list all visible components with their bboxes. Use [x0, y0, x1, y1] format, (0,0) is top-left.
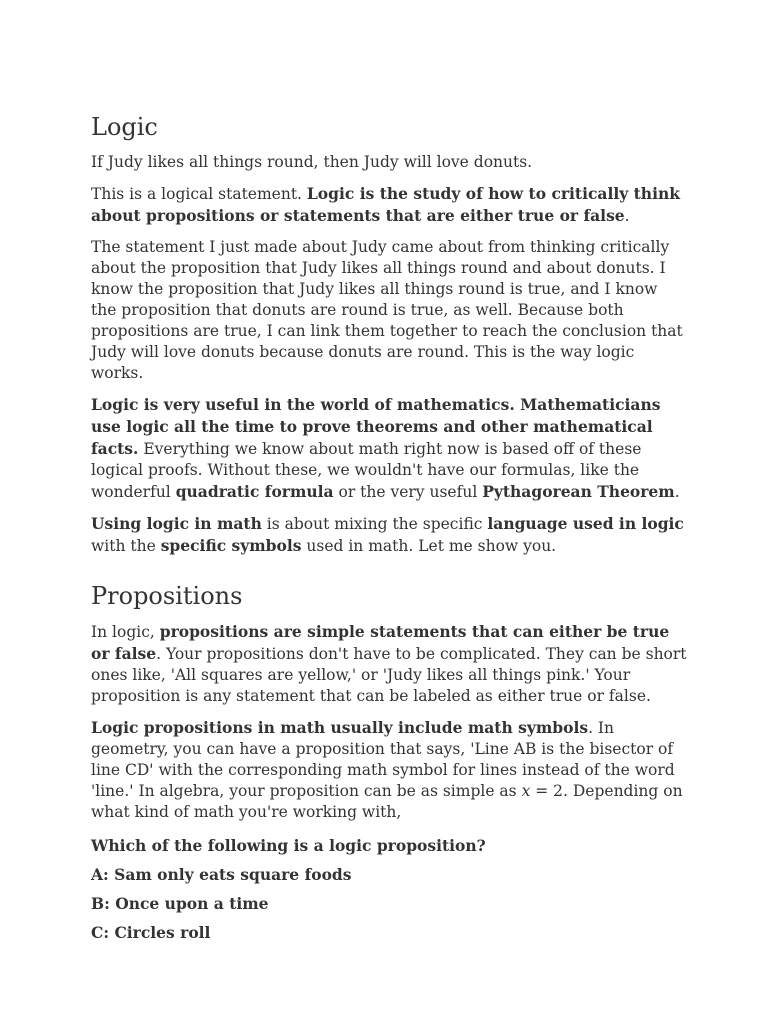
- bold-text: Logic is very useful in the world of mathematics. Mathematicians use logic all the time to prove theorems and other mathematical facts.: [91, 395, 661, 458]
- bold-text: Pythagorean Theorem: [482, 482, 675, 501]
- paragraph-math-usefulness: [91, 394, 687, 503]
- bold-text: Using logic in math: [91, 514, 262, 533]
- bold-text: quadratic formula: [175, 482, 334, 501]
- paragraph-judy-statement: If Judy likes all things round, then Judy will love donuts.: [91, 153, 533, 171]
- section-title-propositions: Propositions: [91, 582, 243, 610]
- text: Everything we know about math right now is based off of these logical proofs. Without these, we wouldn't have our formulas, like the wonderful: [91, 440, 642, 501]
- paragraph-propositions-definition: [91, 621, 687, 707]
- paragraph-explanation: The statement I just made about Judy came about from thinking critically about the proposition that Judy likes all things round and about donuts. I know the proposition that Judy likes all things round is true, and I know the proposition that donuts are round is true, as well. Because both propositions are true, I can link them together to reach the conclusion that Judy will love donuts because donuts are round. This is the way logic works.: [91, 238, 683, 382]
- quiz-option-c: C: Circles roll: [91, 923, 211, 942]
- bold-text: specific symbols: [160, 536, 302, 555]
- italic-variable: x: [521, 782, 531, 800]
- quiz-question: Which of the following is a logic proposition?: [91, 836, 486, 855]
- bold-text: Logic is the study of how to critically think about propositions or statements that are either true or false: [91, 184, 680, 225]
- text: = 2. Depending on what kind of math you're working with,: [91, 782, 683, 821]
- quiz-option-b: B: Once upon a time: [91, 894, 269, 913]
- text: is about mixing the specific: [261, 515, 488, 533]
- text: .: [674, 483, 680, 501]
- bold-text: Logic propositions in math usually include math symbols: [91, 718, 589, 737]
- quiz-option-a: A: Sam only eats square foods: [91, 865, 352, 884]
- text: with the: [91, 537, 161, 555]
- paragraph-using-logic: [91, 513, 687, 557]
- text: In logic,: [91, 623, 160, 641]
- article: [91, 108, 687, 951]
- paragraph-logical-statement: [91, 183, 687, 227]
- bold-text: propositions are simple statements that can either be true or false: [91, 622, 670, 663]
- text: used in math. Let me show you.: [301, 537, 557, 555]
- quiz: [91, 835, 687, 943]
- text: This is a logical statement.: [91, 185, 307, 203]
- text: .: [624, 207, 630, 225]
- bold-text: language used in logic: [487, 514, 684, 533]
- text: or the very useful: [333, 483, 483, 501]
- text: . Your propositions don't have to be complicated. They can be short ones like, 'All squares are yellow,' or 'Judy likes all things pink.' Your proposition is any statement that can be labeled as either true or false.: [91, 645, 687, 705]
- paragraph-math-symbols: [91, 717, 687, 823]
- section-title-logic: Logic: [91, 113, 158, 141]
- text: . In geometry, you can have a proposition that says, 'Line AB is the bisector of line CD' with the corresponding math symbol for lines instead of the word 'line.' In algebra, your proposition can be as simple as: [91, 719, 675, 800]
